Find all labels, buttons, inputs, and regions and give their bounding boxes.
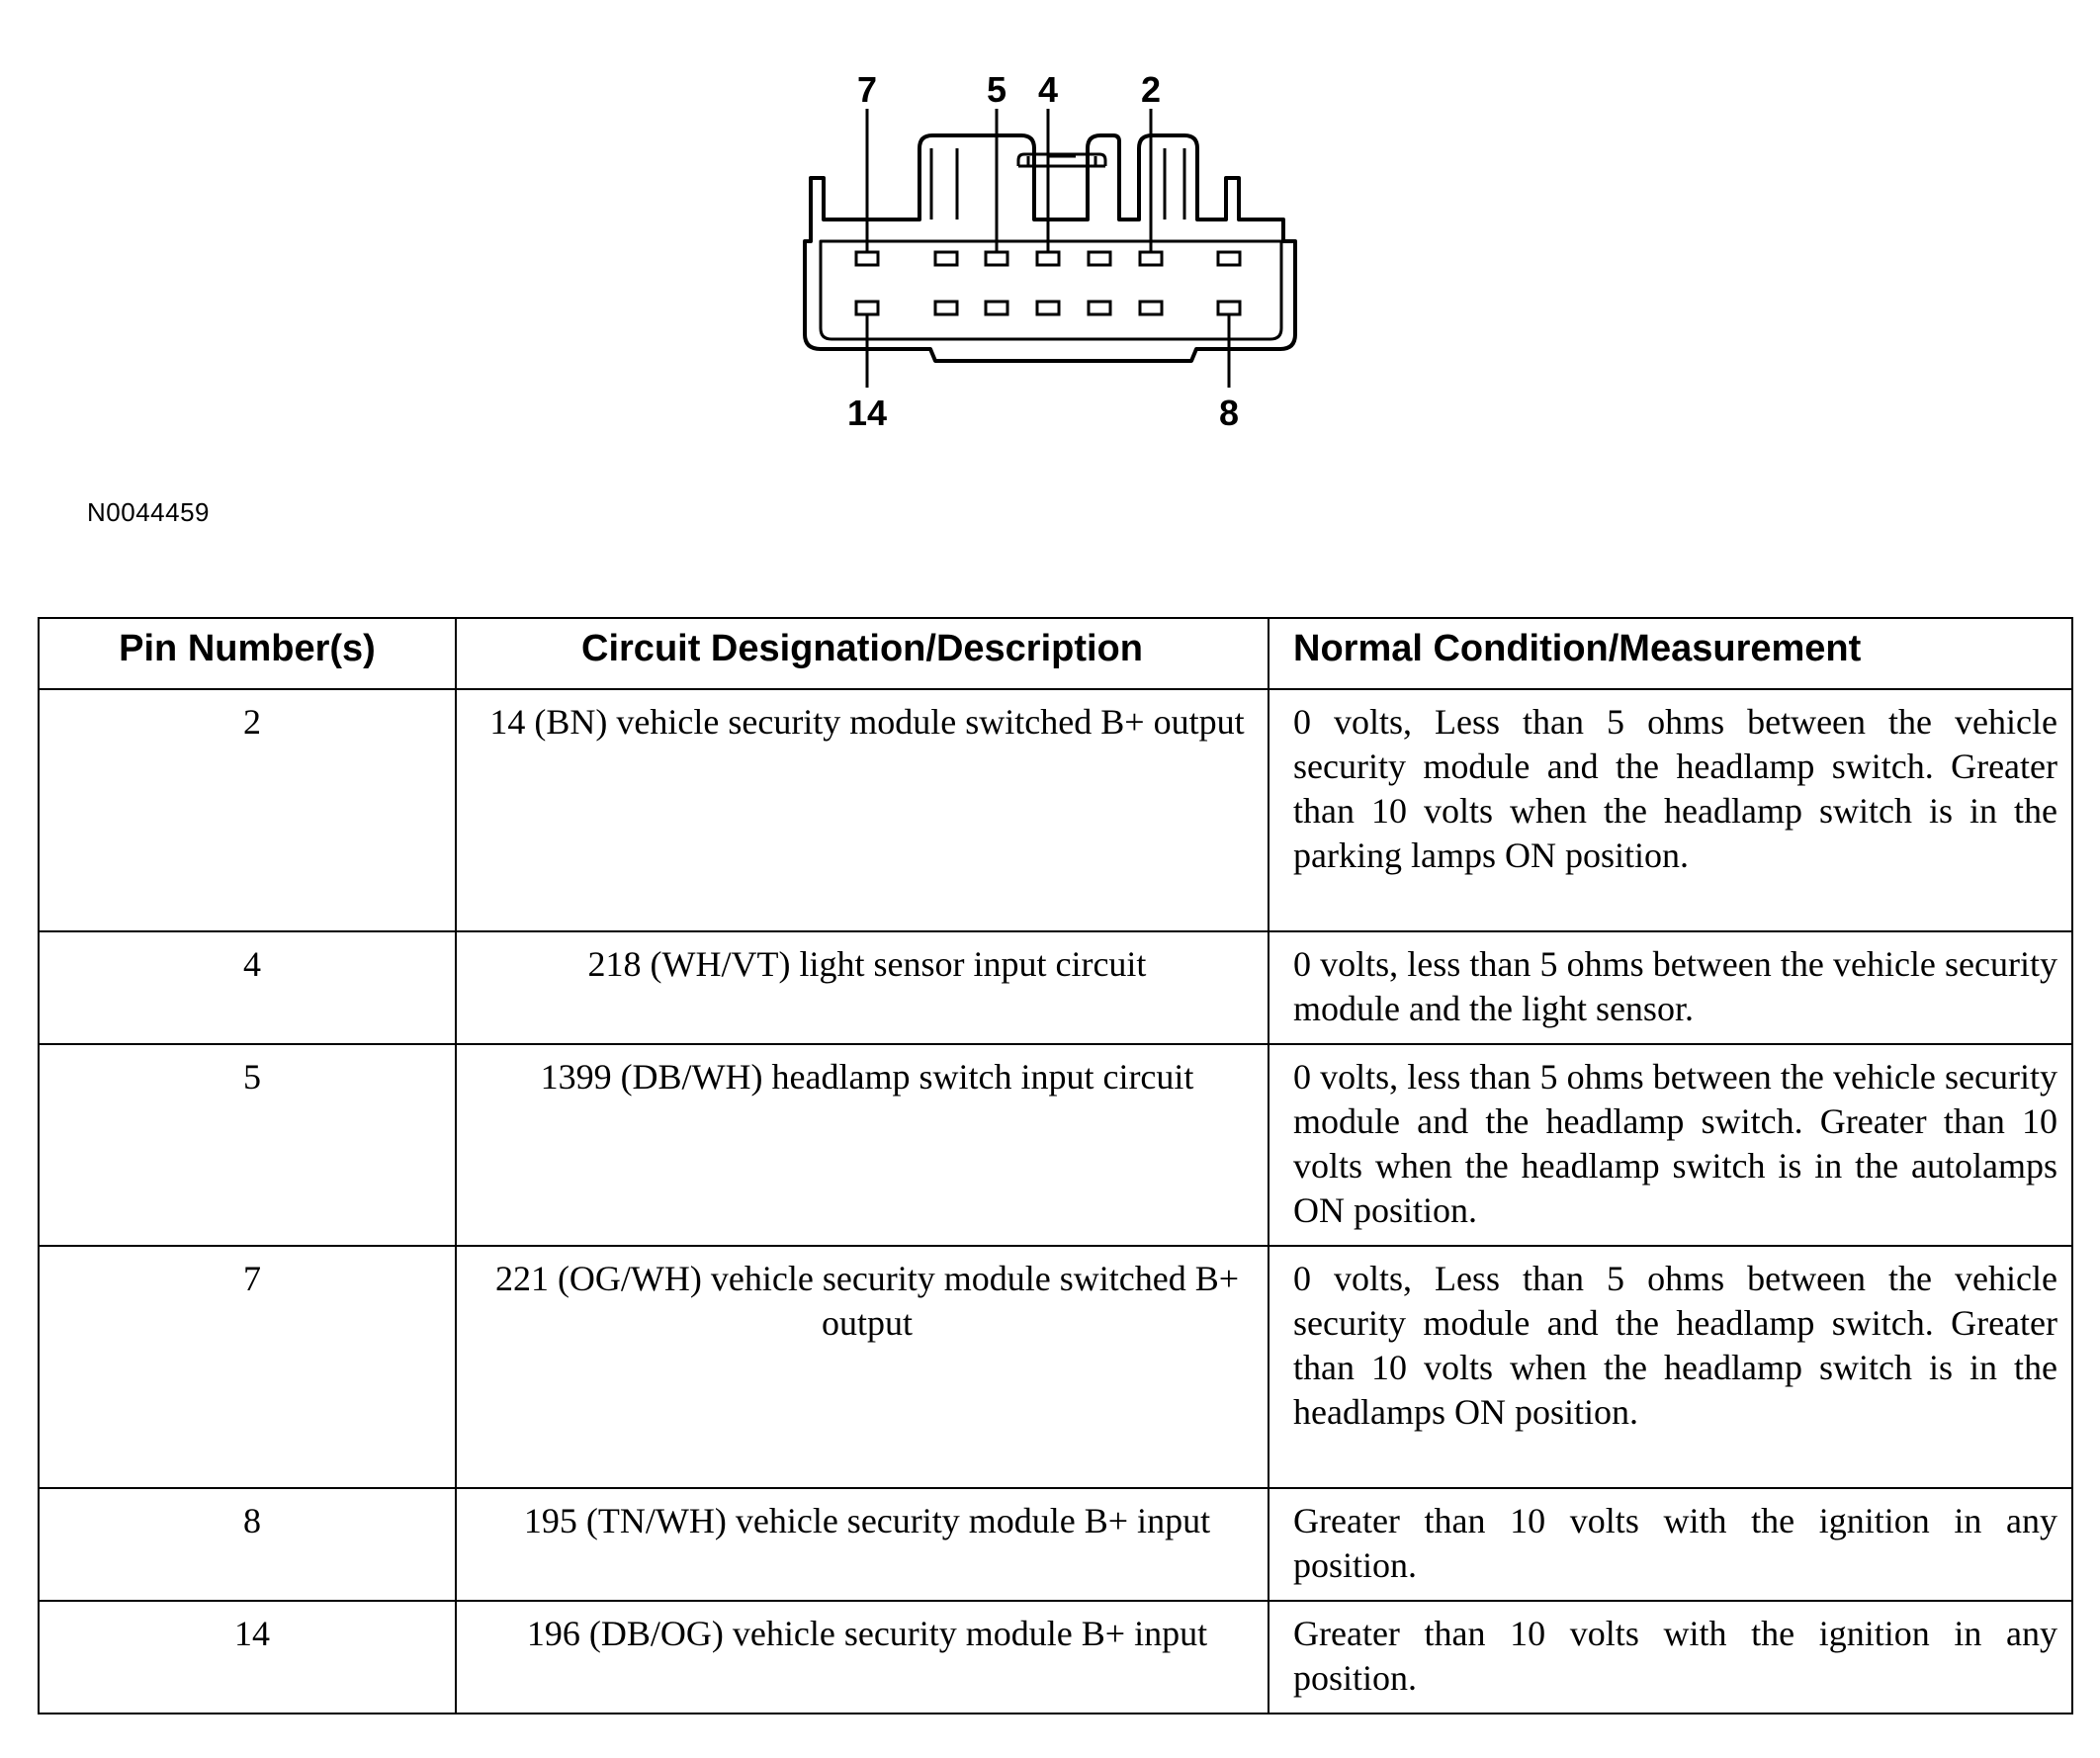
measurement-cell: Greater than 10 volts with the ignition in any position.	[1269, 1488, 2072, 1601]
pin-cavity-12	[986, 302, 1007, 314]
pin-cavity-3	[1089, 252, 1110, 265]
table-row	[39, 1246, 2072, 1488]
pin-cavity-9	[1140, 302, 1162, 314]
table-row	[39, 1601, 2072, 1714]
measurement-cell: 0 volts, less than 5 ohms between the vehicle security module and the headlamp switch. Greater than 10 volts when the headlamp switch is in the autolamps ON position.	[1269, 1044, 2072, 1246]
measurement-cell: 0 volts, Less than 5 ohms between the vehicle security module and the headlamp switch. Greater than 10 volts when the headlamp switch is in the parking lamps ON position.	[1269, 689, 2072, 931]
pin-label-5: 5	[986, 69, 1007, 110]
pin-cavity-8	[1218, 302, 1240, 314]
table-row	[39, 689, 2072, 931]
pin-table	[38, 617, 2073, 1714]
measurement-cell: 0 volts, Less than 5 ohms between the vehicle security module and the headlamp switch. Greater than 10 volts when the headlamp switch is in the headlamps ON position.	[1269, 1246, 2072, 1488]
circuit-cell: 218 (WH/VT) light sensor input circuit	[456, 931, 1269, 1044]
connector-face-inner	[821, 241, 1281, 339]
pin-label-14: 14	[846, 393, 888, 433]
pin-cell: 5	[39, 1044, 456, 1246]
measurement-cell: 0 volts, less than 5 ohms between the vehicle security module and the light sensor.	[1269, 931, 2072, 1044]
table-row	[39, 931, 2072, 1044]
pin-cavity-4	[1037, 252, 1059, 265]
header-pin-numbers: Pin Number(s)	[39, 618, 456, 689]
pin-cavity-5	[986, 252, 1007, 265]
circuit-cell: 1399 (DB/WH) headlamp switch input circuit	[456, 1044, 1269, 1246]
table-row	[39, 1488, 2072, 1601]
pin-cell: 2	[39, 689, 456, 931]
measurement-cell: Greater than 10 volts with the ignition in any position.	[1269, 1601, 2072, 1714]
circuit-cell: 14 (BN) vehicle security module switched B+ output	[456, 689, 1269, 931]
header-circuit: Circuit Designation/Description	[456, 618, 1269, 689]
pin-cell: 4	[39, 931, 456, 1044]
pin-cell: 14	[39, 1601, 456, 1714]
pin-label-2: 2	[1140, 69, 1162, 110]
pin-label-8: 8	[1218, 393, 1240, 433]
pin-cavity-10	[1089, 302, 1110, 314]
circuit-cell: 195 (TN/WH) vehicle security module B+ input	[456, 1488, 1269, 1601]
pin-cavity-13	[935, 302, 957, 314]
pin-cell: 8	[39, 1488, 456, 1601]
pin-cavity-14	[856, 302, 878, 314]
table-header-row	[39, 618, 2072, 689]
figure-id: N0044459	[87, 497, 210, 527]
pin-cell: 7	[39, 1246, 456, 1488]
pin-cavity-7	[856, 252, 878, 265]
circuit-cell: 196 (DB/OG) vehicle security module B+ input	[456, 1601, 1269, 1714]
pin-label-7: 7	[856, 69, 878, 110]
connector-housing-outline	[805, 135, 1295, 361]
pin-cavity-11	[1037, 302, 1059, 314]
pin-cavity-2	[1140, 252, 1162, 265]
circuit-cell: 221 (OG/WH) vehicle security module switched B+ output	[456, 1246, 1269, 1488]
pin-cavity-1	[1218, 252, 1240, 265]
connector-latch	[1018, 156, 1105, 220]
pin-cavity-6	[935, 252, 957, 265]
pin-label-4: 4	[1037, 69, 1059, 110]
table-row	[39, 1044, 2072, 1246]
header-measurement: Normal Condition/Measurement	[1269, 618, 2072, 689]
